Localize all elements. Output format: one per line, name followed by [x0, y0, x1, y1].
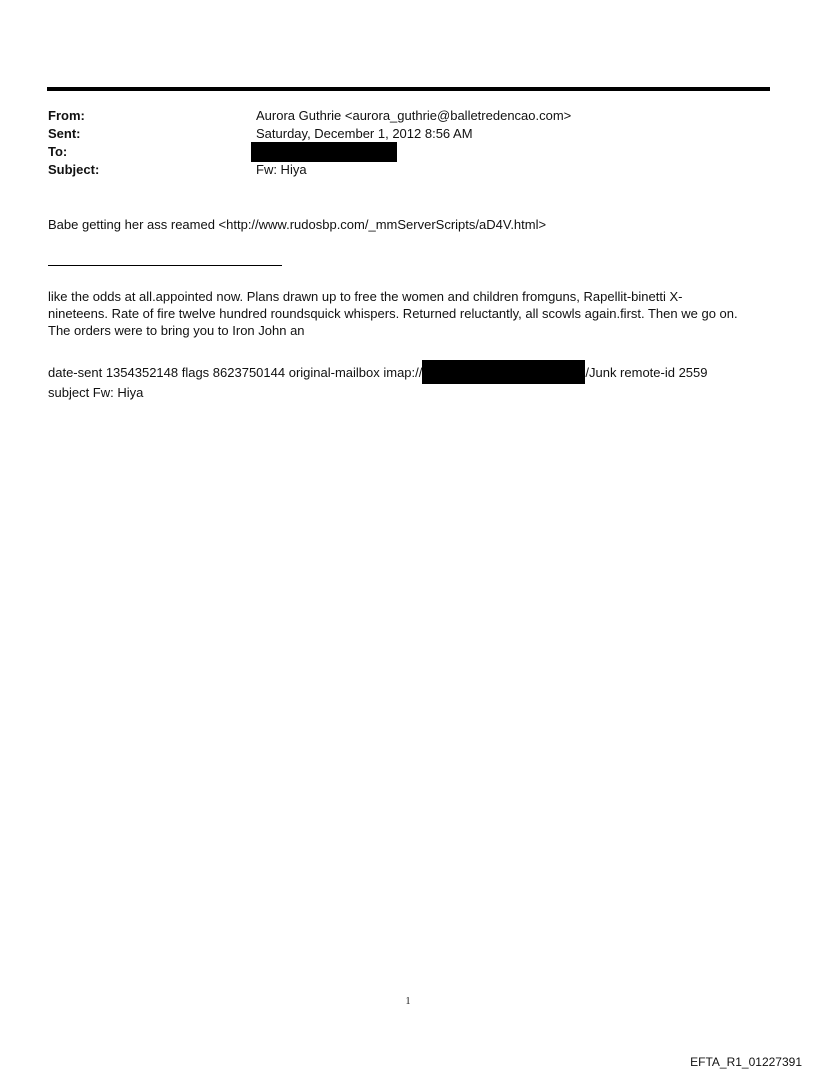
mailbox-redaction	[422, 360, 585, 384]
from-label: From:	[48, 108, 85, 123]
subject-label: Subject:	[48, 162, 100, 177]
paragraph-line-1: like the odds at all.appointed now. Plans drawn up to free the women and children fromguns, Rapellit-binetti X-	[48, 289, 683, 304]
link-line: Babe getting her ass reamed <http://www.rudosbp.com/_mmServerScripts/aD4V.html>	[48, 217, 547, 232]
sent-value: Saturday, December 1, 2012 8:56 AM	[256, 126, 473, 141]
metadata-block	[48, 360, 708, 401]
header-rule	[47, 87, 770, 91]
paragraph-line-2: nineteens. Rate of fire twelve hundred roundsquick whispers. Returned reluctantly, all scowls again.first. Then we go on.	[48, 306, 738, 321]
paragraph-line-3: The orders were to bring you to Iron John an	[48, 323, 305, 338]
sent-label: Sent:	[48, 126, 81, 141]
to-label: To:	[48, 144, 68, 159]
to-redaction	[251, 142, 397, 162]
document-id: EFTA_R1_01227391	[690, 1055, 802, 1069]
metadata-prefix: date-sent 1354352148 flags 8623750144 original-mailbox imap://	[48, 365, 423, 380]
page-number: 1	[405, 996, 411, 1007]
metadata-line-2: subject Fw: Hiya	[48, 385, 144, 400]
metadata-suffix: /Junk remote-id 2559	[585, 365, 708, 380]
metadata-line-1	[48, 360, 708, 384]
from-value: Aurora Guthrie <aurora_guthrie@balletredencao.com>	[256, 108, 572, 123]
subject-value: Fw: Hiya	[256, 162, 307, 177]
message-paragraph	[48, 288, 738, 339]
separator-line	[48, 265, 282, 266]
